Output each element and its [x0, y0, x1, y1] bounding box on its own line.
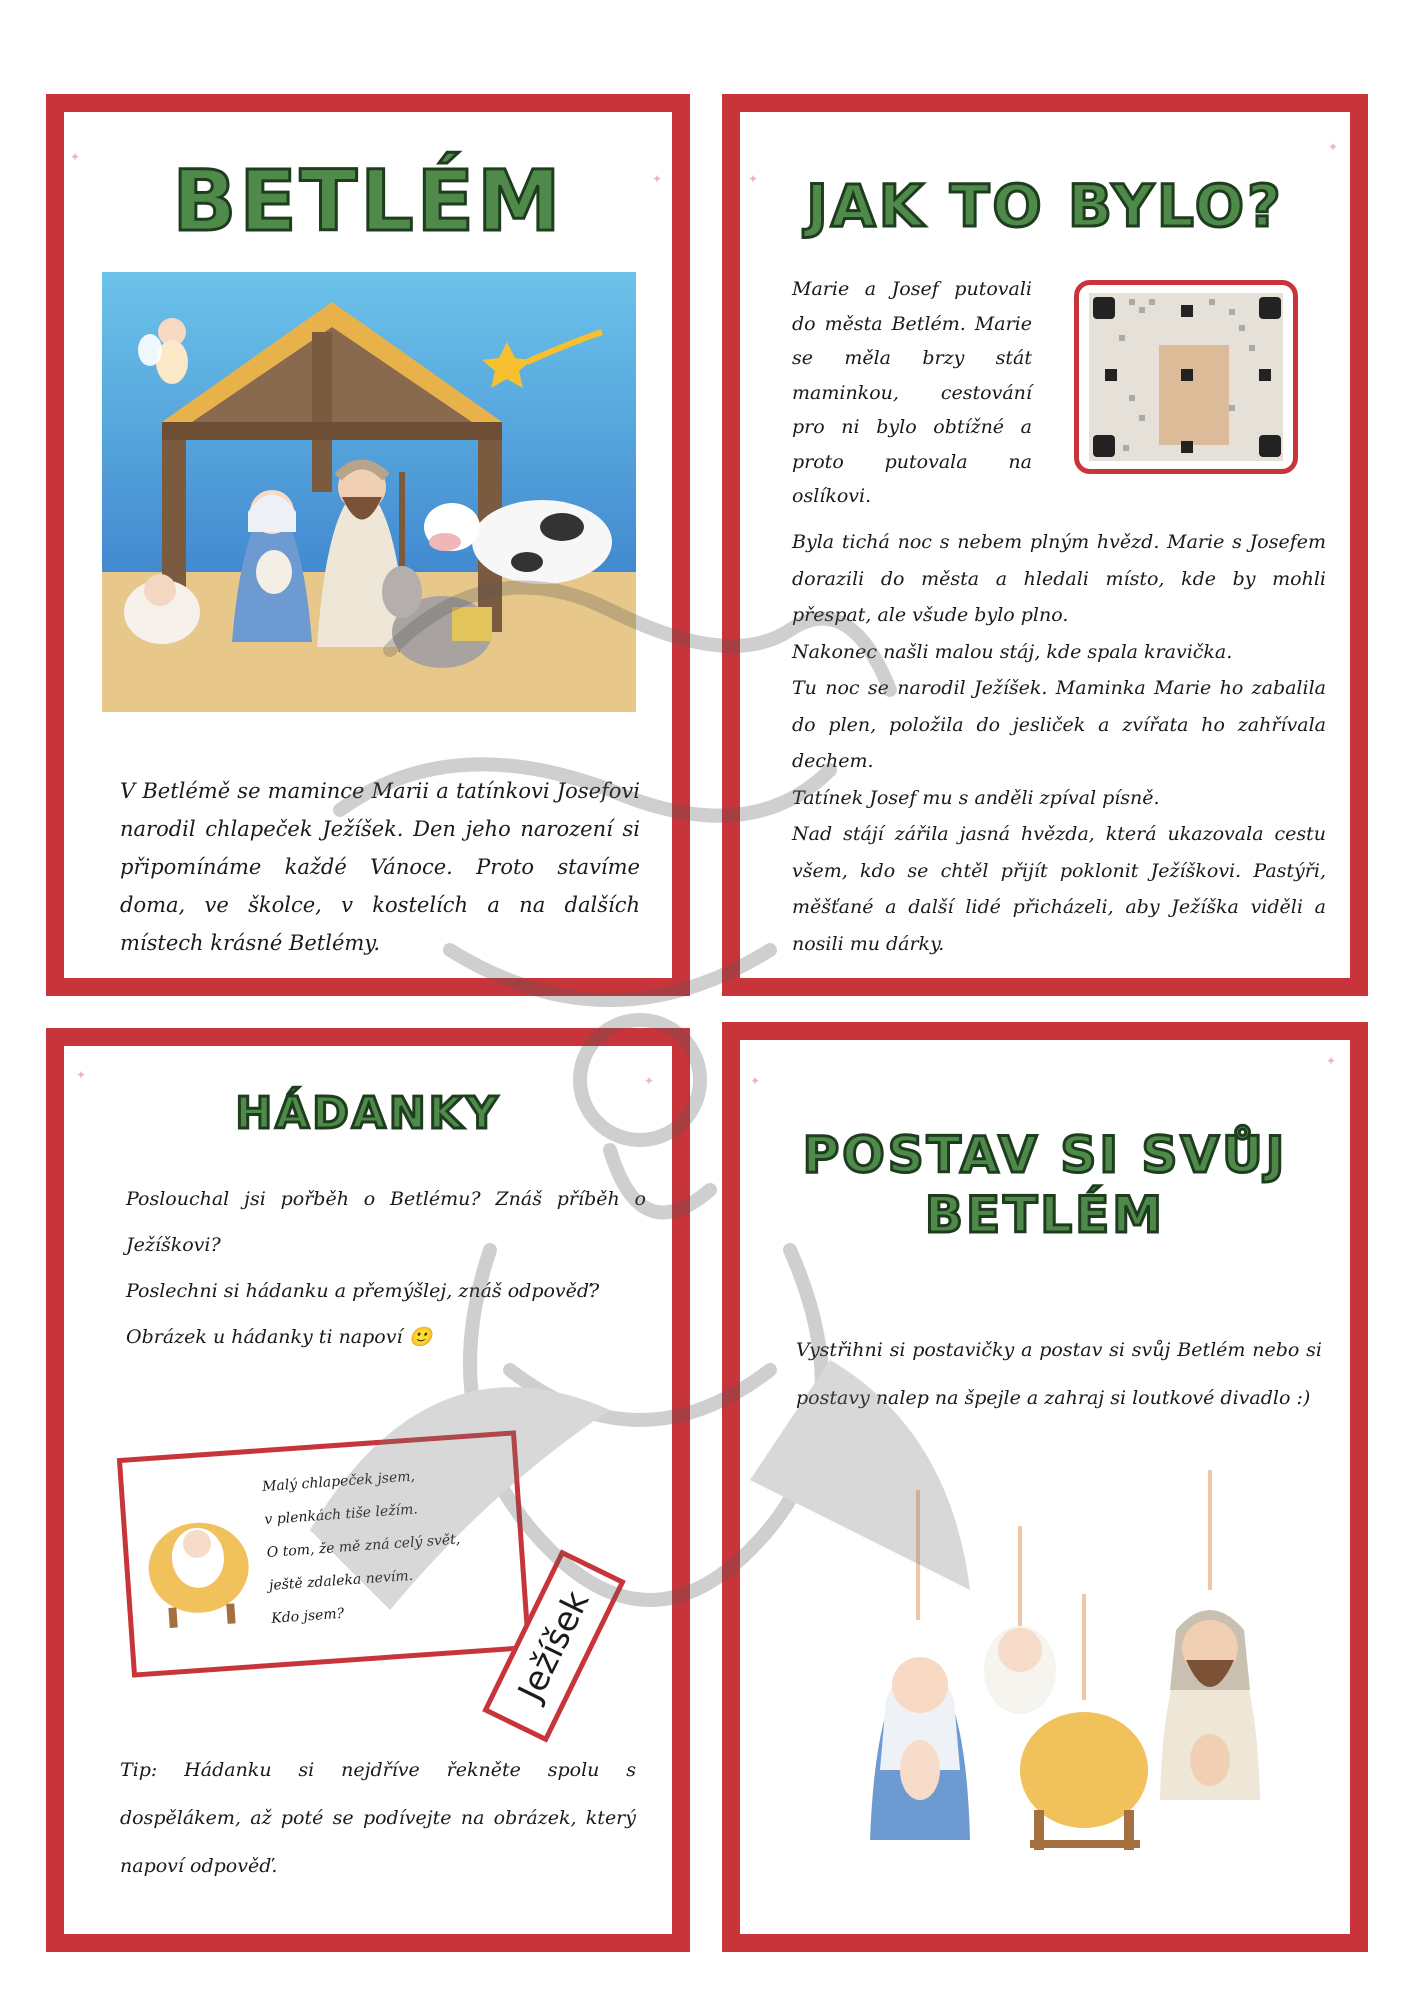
puppet-figures-illustration: [820, 1470, 1300, 1900]
riddle-card: [117, 1430, 531, 1677]
card-betlem-text: V Betlémě se mamince Marii a tatínkovi Josefovi narodil chlapeček Ježíšek. Den jeho narození si připomínáme každé Vánoce. Proto stavíme doma, ve školce, v kostelích a na dalších místech krásné Betlémy.: [120, 779, 640, 955]
card-betlem: [46, 94, 690, 996]
qr-code[interactable]: [1074, 280, 1298, 474]
card-title-line2: BETLÉM: [924, 1186, 1166, 1244]
hadanky-intro: [126, 1176, 646, 1360]
sparkle-icon: ✦: [1327, 140, 1338, 154]
story-paragraph: Nad stájí zářila jasná hvězda, která ukazovala cestu všem, kdo se chtěl přijít poklonit Ježíškovi. Pastýři, měšťané a další lidé přicházeli, aby Ježíška viděli a nosili mu dárky.: [792, 823, 1326, 955]
story-paragraph: Nakonec našli malou stáj, kde spala kravička.: [792, 640, 1233, 663]
baby-in-manger-illustration: [140, 1504, 258, 1631]
card-title: JAK TO BYLO?: [806, 172, 1284, 240]
sparkle-icon: ✦: [750, 1074, 761, 1088]
sparkle-icon: ✦: [748, 172, 759, 186]
card-hadanky-inner: [64, 1046, 672, 1934]
card-title: BETLÉM: [172, 152, 564, 250]
story-paragraph: Tatínek Josef mu s anděli zpíval písně.: [792, 786, 1160, 809]
postav-text: Vystřihni si postavičky a postav si svůj Betlém nebo si postavy nalep na špejle a zahraj si loutkové divadlo :): [796, 1339, 1322, 1409]
card-title-line1: POSTAV SI SVŮJ: [802, 1126, 1288, 1184]
intro-line: Poslechni si hádanku a přemýšlej, znáš odpověď?: [126, 1280, 600, 1302]
card-title: HÁDANKY: [235, 1088, 501, 1139]
riddle-line: Kdo jsem?: [270, 1605, 345, 1627]
sparkle-icon: ✦: [70, 150, 81, 164]
card-betlem-inner: [64, 112, 672, 978]
riddle-line: Malý chlapeček jsem,: [261, 1468, 416, 1496]
card-jak-to-bylo: [722, 94, 1368, 996]
jak-intro-text: Marie a Josef putovali do města Betlém. Marie se měla brzy stát maminkou, cestování pro ni bylo obtížné a proto putovala na oslíkovi.: [792, 278, 1032, 507]
sparkle-icon: ✦: [651, 172, 662, 186]
jak-story: [792, 524, 1326, 962]
card-postav: [722, 1022, 1368, 1952]
hadanky-tip: Tip: Hádanku si nejdříve řekněte spolu s dospělákem, až poté se podívejte na obrázek, který napoví odpověď.: [120, 1759, 636, 1877]
story-paragraph: Byla tichá noc s nebem plným hvězd. Marie s Josefem dorazili do města a hledali místo, kde by mohli přespat, ale všude bylo plno.: [792, 531, 1326, 626]
intro-line: Obrázek u hádanky ti napoví 🙂: [126, 1326, 433, 1348]
answer-label: Ježíšek: [510, 1584, 598, 1708]
card-postav-inner: [740, 1040, 1350, 1934]
story-paragraph: Tu noc se narodil Ježíšek. Maminka Marie ho zabalila do plen, položila do jesliček a zvířata ho zahřívala dechem.: [792, 677, 1326, 772]
intro-line: Poslouchal jsi pořběh o Betlému? Znáš příběh o Ježíškovi?: [126, 1188, 646, 1256]
nativity-illustration: [102, 272, 636, 712]
riddle-text: [261, 1454, 512, 1635]
sparkle-icon: ✦: [76, 1068, 87, 1082]
riddle-line: O tom, že mě zná celý svět,: [266, 1531, 461, 1561]
qr-code-image: [1079, 285, 1293, 469]
sparkle-icon: ✦: [643, 1074, 654, 1088]
card-jak-inner: [740, 112, 1350, 978]
riddle-line: v plenkách tiše ležím.: [263, 1501, 419, 1529]
card-hadanky: [46, 1028, 690, 1952]
riddle-line: ještě zdaleka nevím.: [268, 1567, 414, 1594]
sparkle-icon: ✦: [1325, 1054, 1336, 1068]
